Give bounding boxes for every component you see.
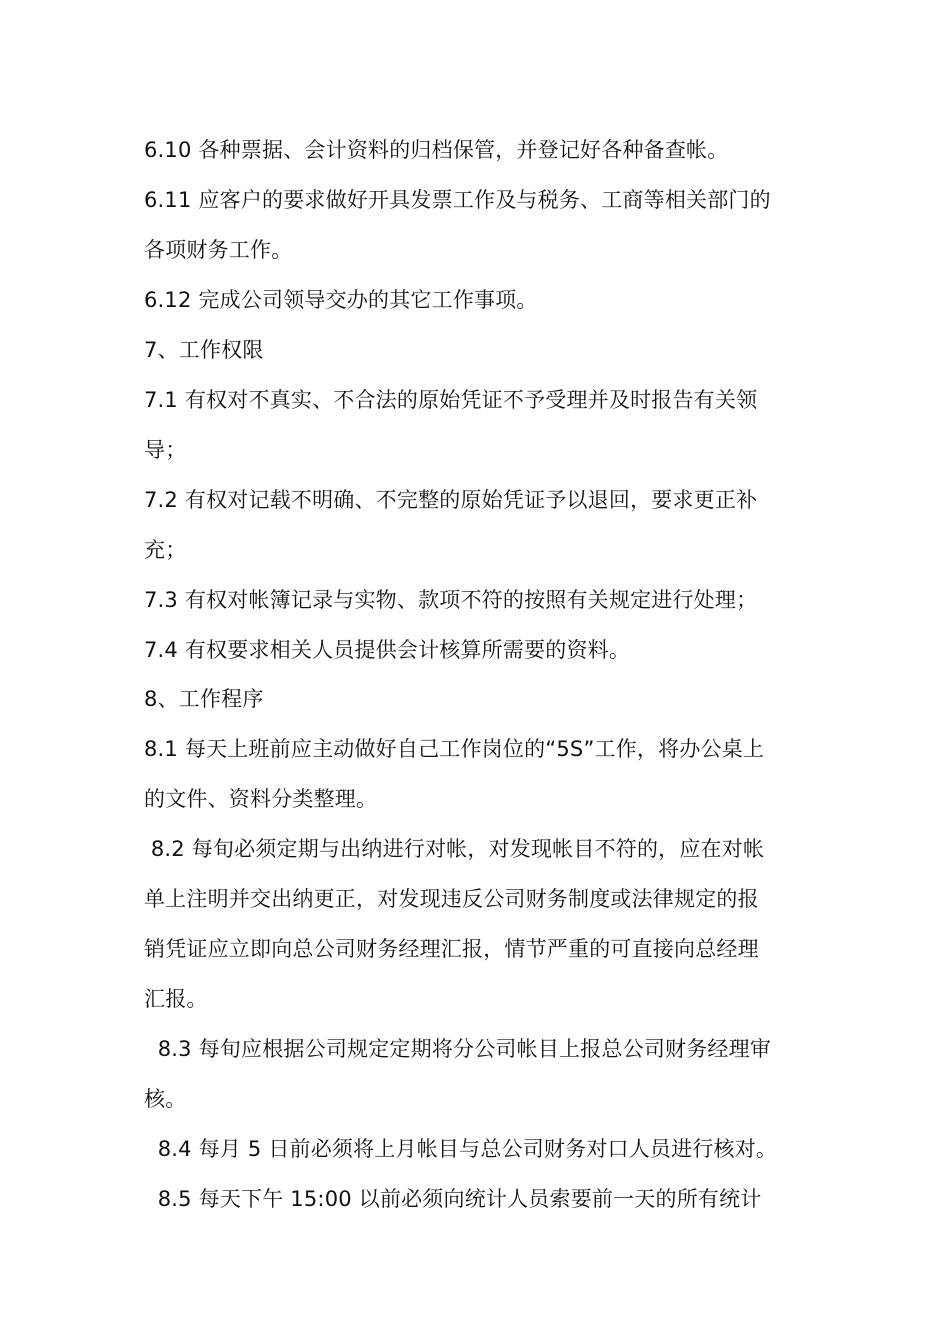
text-line-7-3: 7.3 有权对帐簿记录与实物、款项不符的按照有关规定进行处理； <box>144 588 758 612</box>
text-line-8-1-cont: 的文件、资料分类整理。 <box>144 787 378 811</box>
text-line-8-5: 8.5 每天下午 15:00 以前必须向统计人员索要前一天的所有统计 <box>144 1187 762 1211</box>
text-line-8-2-cont-2: 销凭证应立即向总公司财务经理汇报，情节严重的可直接向总经理 <box>144 937 759 961</box>
text-line-8-3: 8.3 每旬应根据公司规定定期将分公司帐目上报总公司财务经理审 <box>144 1037 772 1061</box>
text-line-7-2-cont: 充； <box>144 538 187 562</box>
text-line-6-12: 6.12 完成公司领导交办的其它工作事项。 <box>144 288 538 312</box>
text-line-6-10: 6.10 各种票据、会计资料的归档保管，并登记好各种备查帐。 <box>144 138 729 162</box>
text-line-8-3-cont: 核。 <box>144 1087 187 1111</box>
section-heading-8: 8、工作程序 <box>144 687 264 711</box>
text-line-7-2: 7.2 有权对记载不明确、不完整的原始凭证予以退回，要求更正补 <box>144 488 758 512</box>
text-line-8-2-cont-3: 汇报。 <box>144 987 208 1011</box>
text-line-6-11: 6.11 应客户的要求做好开具发票工作及与税务、工商等相关部门的 <box>144 188 771 212</box>
text-line-8-2-cont-1: 单上注明并交出纳更正，对发现违反公司财务制度或法律规定的报 <box>144 887 759 911</box>
text-line-7-1-cont: 导； <box>144 438 187 462</box>
text-line-8-1: 8.1 每天上班前应主动做好自己工作岗位的“5S”工作，将办公桌上 <box>144 737 765 761</box>
text-line-8-2: 8.2 每旬必须定期与出纳进行对帐，对发现帐目不符的，应在对帐 <box>144 837 765 861</box>
text-line-7-1: 7.1 有权对不真实、不合法的原始凭证不予受理并及时报告有关领 <box>144 388 758 412</box>
text-line-6-11-cont: 各项财务工作。 <box>144 238 293 262</box>
text-line-8-4: 8.4 每月 5 日前必须将上月帐目与总公司财务对口人员进行核对。 <box>144 1137 778 1161</box>
text-line-7-4: 7.4 有权要求相关人员提供会计核算所需要的资料。 <box>144 638 631 662</box>
section-heading-7: 7、工作权限 <box>144 338 264 362</box>
